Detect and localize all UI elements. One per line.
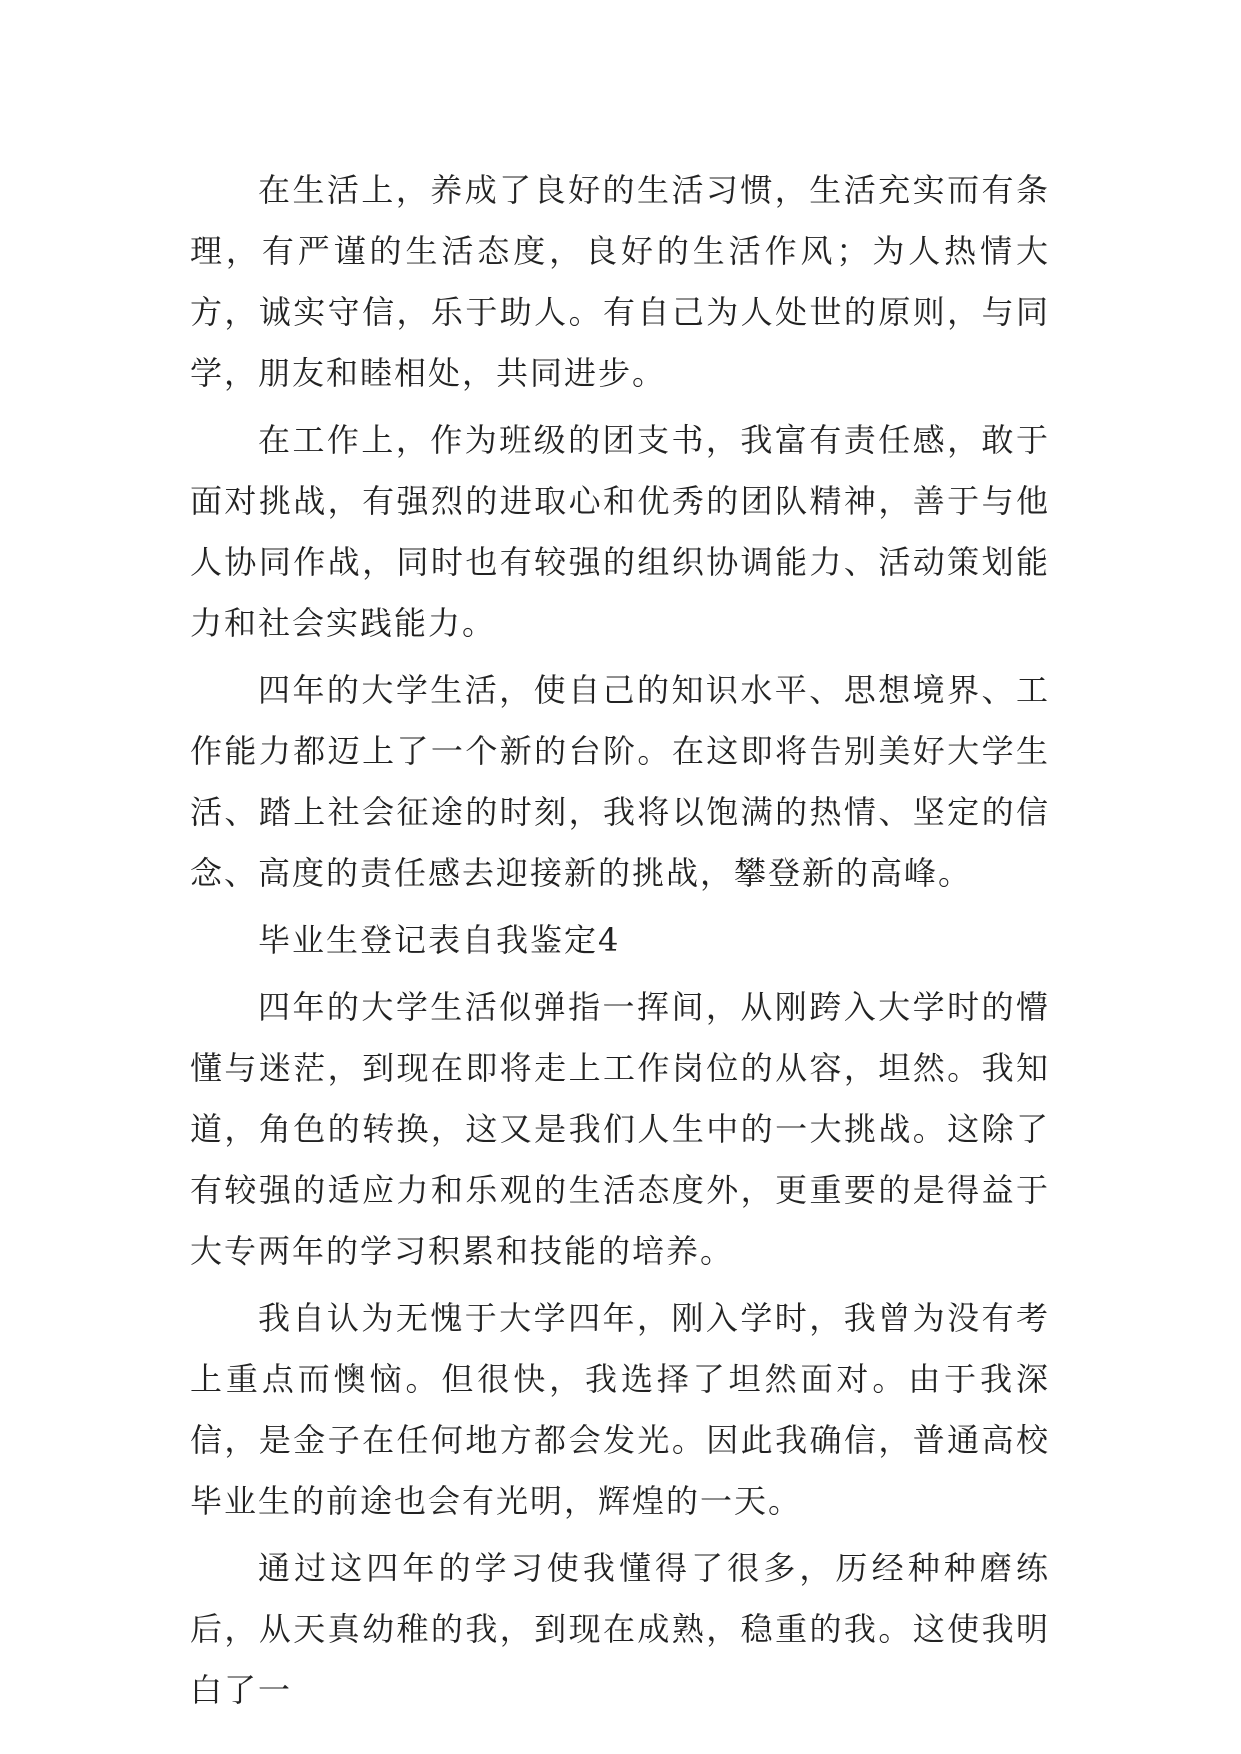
section-heading: 毕业生登记表自我鉴定4 <box>258 921 621 959</box>
paragraph-university-life: 四年的大学生活似弹指一挥间，从刚跨入大学时的懵懂与迷茫，到现在即将走上工作岗位的从容，坦然。我知道，角色的转换，这又是我们人生中的一大挑战。这除了有较强的适应力和乐观的生活态度外，更重要的是得益于大专两年的学习积累和技能的培养。 <box>190 988 1050 1270</box>
paragraph-learning: 通过这四年的学习使我懂得了很多，历经种种磨练后，从天真幼稚的我，到现在成熟，稳重的我。这使我明白了一 <box>190 1549 1050 1709</box>
paragraph-work: 在工作上，作为班级的团支书，我富有责任感，敢于面对挑战，有强烈的进取心和优秀的团队精神，善于与他人协同作战，同时也有较强的组织协调能力、活动策划能力和社会实践能力。 <box>190 421 1050 642</box>
paragraph-four-years: 四年的大学生活，使自己的知识水平、思想境界、工作能力都迈上了一个新的台阶。在这即将告别美好大学生活、踏上社会征途的时刻，我将以饱满的热情、坚定的信念、高度的责任感去迎接新的挑战，攀登新的高峰。 <box>190 671 1050 892</box>
paragraph-life: 在生活上，养成了良好的生活习惯，生活充实而有条理，有严谨的生活态度，良好的生活作风；为人热情大方，诚实守信，乐于助人。有自己为人处世的原则，与同学，朋友和睦相处，共同进步。 <box>190 171 1050 392</box>
document-body <box>190 160 1050 1727</box>
paragraph-self-assessment: 我自认为无愧于大学四年，刚入学时，我曾为没有考上重点而懊恼。但很快，我选择了坦然面对。由于我深信，是金子在任何地方都会发光。因此我确信，普通高校毕业生的前途也会有光明，辉煌的一天。 <box>190 1299 1050 1520</box>
